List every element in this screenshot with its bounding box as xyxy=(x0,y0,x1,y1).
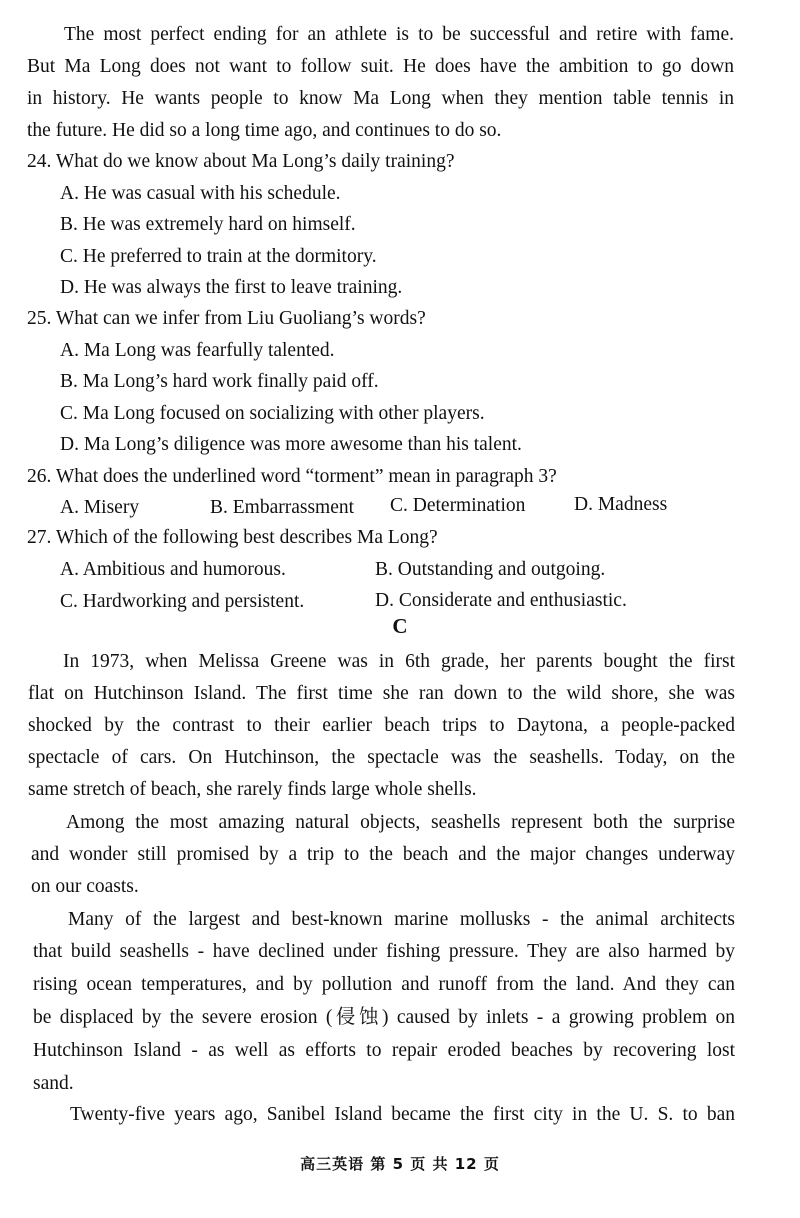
question-number: 24. xyxy=(27,151,52,172)
question-text: What do we know about Ma Long’s daily training? xyxy=(55,151,455,172)
question-text: What does the underlined word “torment” mean in paragraph 3? xyxy=(55,466,557,487)
question-26-option-b: B. Embarrassment xyxy=(210,497,355,518)
question-24-option-d: D. He was always the first to leave training. xyxy=(60,277,403,298)
passage-line: the future. He did so a long time ago, and continues to do so. xyxy=(27,120,502,141)
passage-line: on our coasts. xyxy=(31,876,139,897)
passage-line: and wonder still promised by a trip to the beach and the major changes underway xyxy=(31,844,735,865)
question-25-option-d: D. Ma Long’s diligence was more awesome than his talent. xyxy=(60,434,522,455)
question-number: 25. xyxy=(27,308,52,329)
passage-line: But Ma Long does not want to follow suit. He does have the ambition to go down xyxy=(27,56,734,77)
passage-line: Many of the largest and best-known marine mollusks - the animal architects xyxy=(68,909,735,930)
question-27-option-c: C. Hardworking and persistent. xyxy=(60,591,305,612)
question-26-option-d: D. Madness xyxy=(574,494,668,515)
question-24-option-a: A. He was casual with his schedule. xyxy=(60,183,341,204)
passage-line: rising ocean temperatures, and by pollution and runoff from the land. And they can xyxy=(33,974,735,995)
question-25-option-a: A. Ma Long was fearfully talented. xyxy=(60,340,335,361)
question-26-stem xyxy=(27,465,557,489)
passage-line: Hutchinson Island - as well as efforts to repair eroded beaches by recovering lost xyxy=(33,1040,735,1061)
question-number: 27. xyxy=(27,527,52,548)
question-27-option-a: A. Ambitious and humorous. xyxy=(60,559,286,580)
passage-line: sand. xyxy=(33,1073,74,1094)
passage-line: Among the most amazing natural objects, seashells represent both the surprise xyxy=(66,812,735,833)
question-26-option-c: C. Determination xyxy=(390,495,526,516)
passage-line: In 1973, when Melissa Greene was in 6th grade, her parents bought the first xyxy=(63,651,735,672)
question-text: Which of the following best describes Ma Long? xyxy=(55,527,438,548)
passage-line: Twenty-five years ago, Sanibel Island became the first city in the U. S. to ban xyxy=(70,1104,735,1125)
question-27-option-b: B. Outstanding and outgoing. xyxy=(375,559,606,580)
passage-line: same stretch of beach, she rarely finds large whole shells. xyxy=(28,779,477,800)
question-text: What can we infer from Liu Guoliang’s words? xyxy=(55,308,426,329)
question-24-stem xyxy=(27,150,455,174)
section-c-heading: C xyxy=(392,614,408,638)
question-26-option-a: A. Misery xyxy=(60,497,140,518)
passage-line: in history. He wants people to know Ma Long when they mention table tennis in xyxy=(27,88,734,109)
question-25-stem xyxy=(27,307,426,331)
passage-line: that build seashells - have declined under fishing pressure. They are also harmed by xyxy=(33,941,735,962)
passage-line: shocked by the contrast to their earlier beach trips to Daytona, a people-packed xyxy=(28,715,735,736)
passage-line: be displaced by the severe erosion (侵蚀) caused by inlets - a growing problem on xyxy=(33,1007,735,1028)
passage-line: flat on Hutchinson Island. The first time she ran down to the wild shore, she was xyxy=(28,683,735,704)
question-27-option-d: D. Considerate and enthusiastic. xyxy=(375,590,627,611)
page-footer: 高三英语 第 5 页 共 12 页 xyxy=(300,1155,500,1173)
passage-line: The most perfect ending for an athlete is to be successful and retire with fame. xyxy=(64,24,734,45)
question-25-option-b: B. Ma Long’s hard work finally paid off. xyxy=(60,371,379,392)
question-24-option-c: C. He preferred to train at the dormitory. xyxy=(60,246,377,267)
question-number: 26. xyxy=(27,466,52,487)
question-25-option-c: C. Ma Long focused on socializing with other players. xyxy=(60,403,485,424)
question-27-stem xyxy=(27,526,438,550)
question-24-option-b: B. He was extremely hard on himself. xyxy=(60,214,356,235)
passage-line: spectacle of cars. On Hutchinson, the spectacle was the seashells. Today, on the xyxy=(28,747,735,768)
